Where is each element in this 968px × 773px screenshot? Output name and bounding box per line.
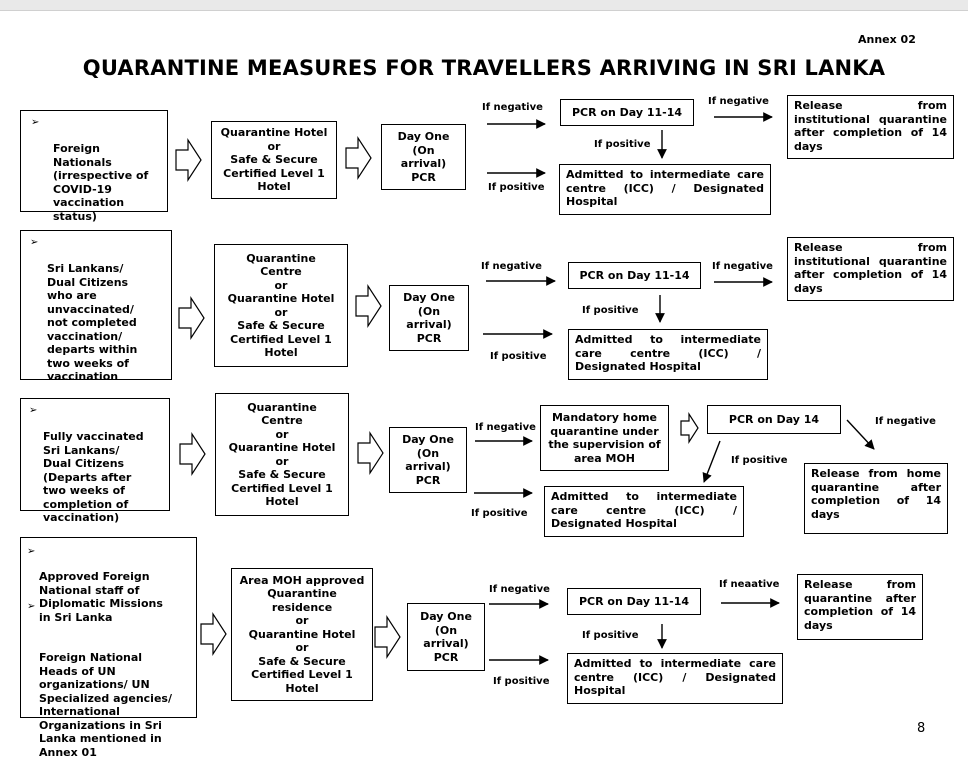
bullet-icon: ➢ [27,546,36,557]
arrow-icon [704,441,720,482]
row3-admitted-box: Admitted to intermediate care centre (ICC) / Designated Hospital [544,486,744,537]
row3-facility-box: Quarantine Centre or Quarantine Hotel or Safe & Secure Certified Level 1 Hotel [215,393,349,516]
row1-if-negative-label: If negative [482,102,543,113]
row1-if-negative-2-label: If negative [708,96,769,107]
row1-release-box: Release from institutional quarantine after completion of 14 days [787,95,954,159]
row4-pcr-day-11-14: PCR on Day 11-14 [567,588,701,615]
row4-if-negative-label: If negative [489,584,550,595]
block-arrow-icon [356,286,381,326]
block-arrow-icon [358,433,383,473]
row4-category-item-2: Foreign National Heads of UN organizations/ UN Specialized agencies/ International Organizations in Sri Lanka mentioned in Annex 01 [39,651,172,759]
row1-facility-box: Quarantine Hotel or Safe & Secure Certified Level 1 Hotel [211,121,337,199]
row4-day-one-pcr: Day One (On arrival) PCR [407,603,485,671]
block-arrow-icon [180,434,205,474]
row4-category-item-1: Approved Foreign National staff of Diplomatic Missions in Sri Lanka [39,570,163,624]
row1-day-one-pcr: Day One (On arrival) PCR [381,124,466,190]
row2-day-one-pcr: Day One (On arrival) PCR [389,285,469,351]
row2-category: Sri Lankans/ Dual Citizens who are unvaccinated/ not completed vaccination/ departs within two weeks of vaccination [47,262,138,383]
row2-if-positive-label: If positive [490,351,547,362]
row4-if-negative-2-label: If neaative [719,579,780,590]
row1-if-positive-label: If positive [488,182,545,193]
row2-pcr-day-11-14: PCR on Day 11-14 [568,262,701,289]
row3-pcr-day-14: PCR on Day 14 [707,405,841,434]
row3-day-one-pcr: Day One (On arrival) PCR [389,427,467,493]
row2-if-positive-2-label: If positive [582,305,639,316]
block-arrow-icon [681,414,698,442]
row3-if-positive-2-label: If positive [731,455,788,466]
row2-if-negative-2-label: If negative [712,261,773,272]
row1-if-positive-2-label: If positive [594,139,651,150]
row4-facility-box: Area MOH approved Quarantine residence or Quarantine Hotel or Safe & Secure Certified Level 1 Hotel [231,568,373,701]
row1-admitted-box: Admitted to intermediate care centre (ICC) / Designated Hospital [559,164,771,215]
row3-if-positive-label: If positive [471,508,528,519]
row3-home-quarantine-box: Mandatory home quarantine under the supervision of area MOH [540,405,669,471]
block-arrow-icon [176,140,201,180]
block-arrow-icon [201,614,226,654]
block-arrow-icon [179,298,204,338]
block-arrow-icon [375,617,400,657]
row2-release-box: Release from institutional quarantine after completion of 14 days [787,237,954,301]
bullet-icon: ➢ [30,237,39,248]
row4-if-positive-label: If positive [493,676,550,687]
arrow-icon [847,420,874,449]
row3-if-negative-label: If negative [475,422,536,433]
row1-pcr-day-11-14: PCR on Day 11-14 [560,99,694,126]
row2-admitted-box: Admitted to intermediate care centre (ICC) / Designated Hospital [568,329,768,380]
row2-facility-box: Quarantine Centre or Quarantine Hotel or Safe & Secure Certified Level 1 Hotel [214,244,348,367]
row1-category: Foreign Nationals (irrespective of COVID-19 vaccination status) [53,142,149,223]
row4-admitted-box: Admitted to intermediate care centre (ICC) / Designated Hospital [567,653,783,704]
page-title: QUARANTINE MEASURES FOR TRAVELLERS ARRIVING IN SRI LANKA [82,56,886,80]
row3-release-box: Release from home quarantine after completion of 14 days [804,463,948,534]
row4-release-box: Release from quarantine after completion of 14 days [797,574,923,640]
row2-if-negative-label: If negative [481,261,542,272]
row4-if-positive-2-label: If positive [582,630,639,641]
annex-label: Annex 02 [858,33,916,46]
row3-category: Fully vaccinated Sri Lankans/ Dual Citizens (Departs after two weeks of completion of vaccination) [43,430,144,524]
page-number: 8 [917,721,926,736]
bullet-icon: ➢ [31,117,40,128]
bullet-icon: ➢ [29,405,38,416]
block-arrow-icon [346,138,371,178]
row3-if-negative-2-label: If negative [875,416,936,427]
bullet-icon: ➢ [27,601,36,612]
